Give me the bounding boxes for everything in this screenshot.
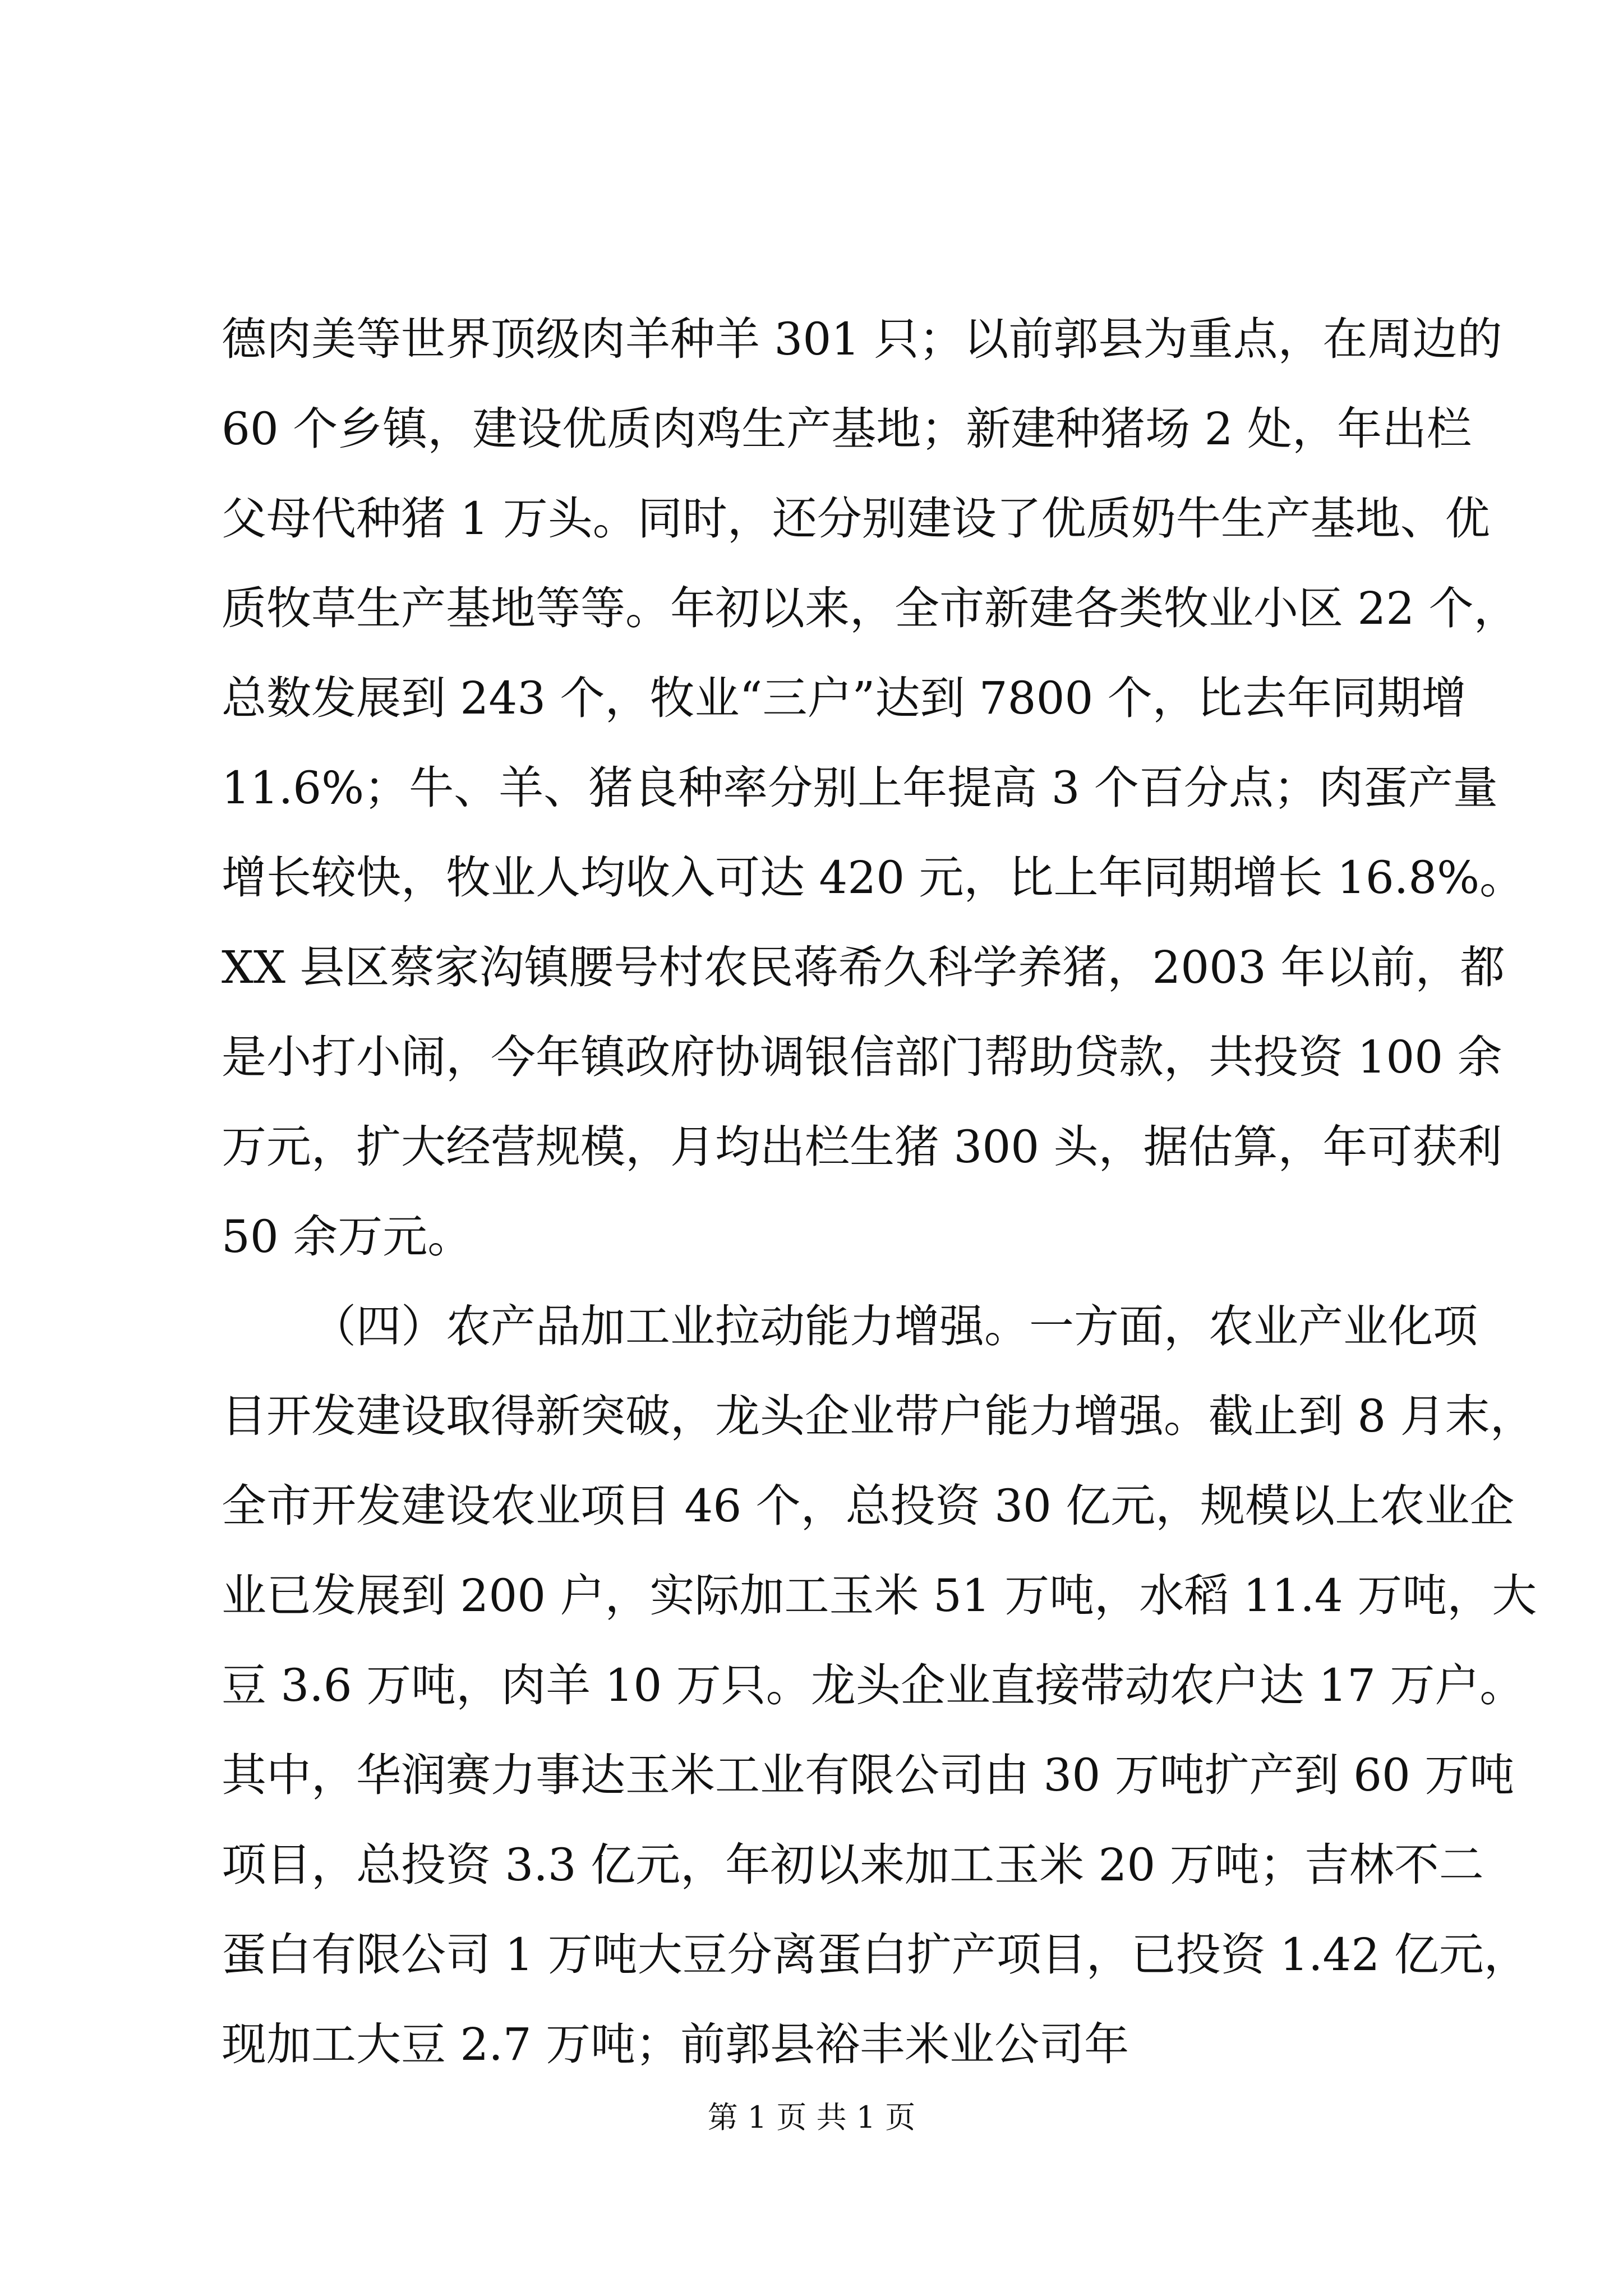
- text-line-1: 德肉美等世界顶级肉羊种羊 301 只；以前郭县为重点，在周边的: [222, 313, 1502, 365]
- text-line-2: 60 个乡镇，建设优质肉鸡生产基地；新建种猪场 2 处，年出栏: [222, 403, 1472, 455]
- text-line-16: 豆 3.6 万吨，肉羊 10 万只。龙头企业直接带动农户达 17 万户。: [222, 1659, 1525, 1711]
- page-number-footer: 第 1 页 共 1 页: [707, 2100, 916, 2135]
- text-line-11: 50 余万元。: [222, 1211, 473, 1263]
- text-line-14: 全市开发建设农业项目 46 个，总投资 30 亿元，规模以上农业企: [222, 1480, 1515, 1532]
- text-line-12: （四）农产品加工业拉动能力增强。一方面，农业产业化项: [311, 1300, 1478, 1352]
- text-line-9: 是小打小闹，今年镇政府协调银信部门帮助贷款，共投资 100 余: [222, 1031, 1502, 1083]
- text-line-15: 业已发展到 200 户，实际加工玉米 51 万吨，水稻 11.4 万吨，大: [222, 1570, 1537, 1622]
- body-text: [222, 295, 1537, 2090]
- text-line-19: 蛋白有限公司 1 万吨大豆分离蛋白扩产项目，已投资 1.42 亿元，: [222, 1929, 1529, 1981]
- text-line-8: XX 县区蔡家沟镇腰号村农民蒋希久科学养猪，2003 年以前，都: [222, 941, 1505, 993]
- text-line-17: 其中，华润赛力事达玉米工业有限公司由 30 万吨扩产到 60 万吨: [222, 1749, 1515, 1801]
- text-line-4: 质牧草生产基地等等。年初以来，全市新建各类牧业小区 22 个，: [222, 582, 1519, 634]
- text-line-5: 总数发展到 243 个，牧业“三户”达到 7800 个，比去年同期增: [222, 672, 1467, 724]
- text-line-3: 父母代种猪 1 万头。同时，还分别建设了优质奶牛生产基地、优: [222, 493, 1490, 545]
- text-line-13: 目开发建设取得新突破，龙头企业带户能力增强。截止到 8 月末，: [222, 1390, 1535, 1442]
- text-line-20: 现加工大豆 2.7 万吨；前郭县裕丰米业公司年: [222, 2018, 1129, 2070]
- text-line-18: 项目，总投资 3.3 亿元，年初以来加工玉米 20 万吨；吉林不二: [222, 1839, 1484, 1891]
- text-line-6: 11.6%；牛、羊、猪良种率分别上年提高 3 个百分点；肉蛋产量: [222, 762, 1498, 814]
- text-line-10: 万元，扩大经营规模，月均出栏生猪 300 头，据估算，年可获利: [222, 1121, 1502, 1173]
- text-line-7: 增长较快，牧业人均收入可达 420 元，比上年同期增长 16.8%。: [222, 852, 1525, 904]
